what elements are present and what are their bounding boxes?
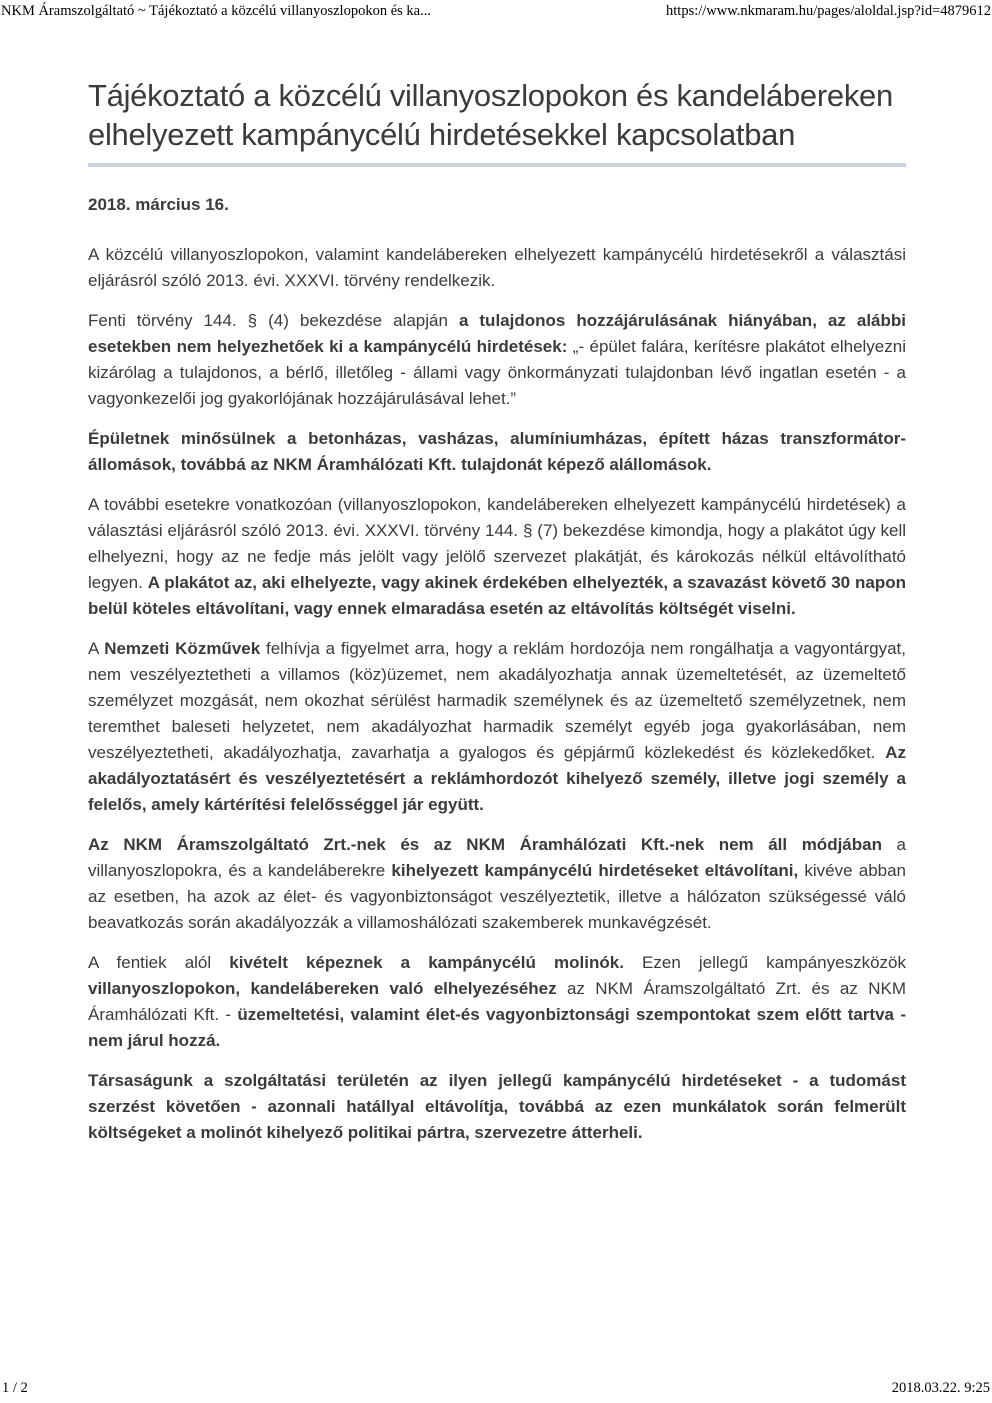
paragraph [88, 832, 906, 936]
text-run: az NKM Áramszolgáltató Zrt. és az NKM Áramhálózati Kft. - [88, 979, 906, 1024]
paragraph [88, 492, 906, 622]
print-header [0, 3, 992, 20]
print-header-document-title: NKM Áramszolgáltató ~ Tájékoztató a közcélú villanyoszlopokon és ka... [1, 3, 431, 19]
paragraph [88, 242, 906, 294]
article [88, 76, 906, 1160]
paragraph [88, 950, 906, 1054]
text-run: „- épület falára, kerítésre plakátot elhelyezni kizárólag a tulajdonos, a bérlő, illetőleg - állami vagy önkormányzati tulajdonban lévő ingatlan esetén - a vagyonkezelői jog gyakorlójának hozzájárulásával lehet.” [88, 337, 906, 408]
print-timestamp: 2018.03.22. 9:25 [891, 1380, 990, 1396]
print-footer [0, 1380, 992, 1397]
paragraph [88, 426, 906, 478]
text-run: A további esetekre vonatkozóan (villanyoszlopokon, kandelábereken elhelyezett kampánycélú hirdetések) a választási eljárásról szóló 2013. évi. XXXVI. törvény 144. § (7) bekezdése kimondja, hogy a plakátot úgy kell elhelyezni, hogy az ne fedje más jelölt vagy jelölő szervezet plakátját, és károkozás nélkül eltávolítható legyen. [88, 495, 906, 592]
text-run: A plakátot az, aki elhelyezte, vagy akinek érdekében elhelyezték, a szavazást követő 30 napon belül köteles eltávolítani, vagy ennek elmaradása esetén az eltávolítás költségét viselni. [88, 573, 906, 618]
text-run: Ezen jellegű kampányeszközök [623, 953, 906, 972]
text-run: Társaságunk a szolgáltatási területén az ilyen jellegű kampánycélú hirdetéseket - a tudomást szerzést követően - azonnali hatállyal eltávolítja, továbbá az ezen munkálatok során felmerült költségeket a molinót kihelyező politikai pártra, szervezetre átterheli. [88, 1071, 906, 1142]
paragraph [88, 636, 906, 818]
page-title: Tájékoztató a közcélú villanyoszlopokon és kandelábereken elhelyezett kampánycélú hirdetésekkel kapcsolatban [88, 78, 893, 152]
text-run: A fentiek alól [88, 953, 230, 972]
article-date: 2018. március 16. [88, 195, 229, 214]
text-run: Épületnek minősülnek a betonházas, vasházas, alumíniumházas, épített házas transzformátor-állomások, továbbá az NKM Áramhálózati Kft. tulajdonát képező alállomások. [88, 429, 906, 474]
text-run: felhívja a figyelmet arra, hogy a reklám hordozója nem rongálhatja a vagyontárgyat, nem veszélyeztetheti a villamos (köz)üzemet, nem akadályozhatja annak üzemeltetését, az üzemeltető személyzet mozgását, nem okozhat sérülést harmadik személynek és az üzemeltető személyzetnek, nem teremthet baleseti helyzetet, nem akadályozhat harmadik személyt egyéb joga gyakorlásában, nem veszélyeztetheti, akadályozhatja, zavarhatja a gyalogos és gépjármű közlekedést és közlekedőket. [88, 639, 906, 762]
paragraph [88, 308, 906, 412]
text-run: Az akadályoztatásért és veszélyeztetésért a reklámhordozót kihelyező személy, illetve jogi személy a felelős, amely kártérítési felelősséggel jár együtt. [88, 743, 906, 814]
text-run: villanyoszlopokon, kandelábereken való elhelyezéséhez [88, 979, 557, 998]
text-run: kihelyezett kampánycélú hirdetéseket eltávolítani, [391, 861, 799, 880]
text-run: a tulajdonos hozzájárulásának hiányában, az alábbi esetekben nem helyezhetőek ki a kampánycélú hirdetések: [88, 311, 907, 356]
text-run: Az NKM Áramszolgáltató Zrt.-nek és az NKM Áramhálózati Kft.-nek nem áll módjában [88, 835, 882, 854]
text-run: üzemeltetési, valamint élet-és vagyonbiztonsági szempontokat szem előtt tartva - nem járul hozzá. [88, 1005, 906, 1050]
text-run: a villanyoszlopokra, és a kandeláberekre [88, 835, 906, 880]
text-run: Nemzeti Közművek [104, 639, 261, 658]
text-run: Fenti törvény 144. § (4) bekezdése alapján [88, 311, 459, 330]
article-body [88, 242, 906, 1146]
text-run: A [88, 639, 105, 658]
page-number: 1 / 2 [2, 1380, 28, 1396]
text-run: A közcélú villanyoszlopokon, valamint kandelábereken elhelyezett kampánycélú hirdetésekről a választási eljárásról szóló 2013. évi. XXXVI. törvény rendelkezik. [88, 245, 906, 290]
title-divider [88, 163, 906, 167]
print-header-url: https://www.nkmaram.hu/pages/aloldal.jsp?id=4879612 [666, 3, 991, 19]
text-run: kivéve abban az esetben, ha azok az élet- és vagyonbiztonságot veszélyeztetik, illetve a hálózaton szükségessé váló beavatkozás során akadályozzák a villamoshálózati szakemberek munkavégzését. [88, 861, 907, 932]
paragraph [88, 1068, 906, 1146]
text-run: kivételt képeznek a kampánycélú molinók. [229, 953, 624, 972]
